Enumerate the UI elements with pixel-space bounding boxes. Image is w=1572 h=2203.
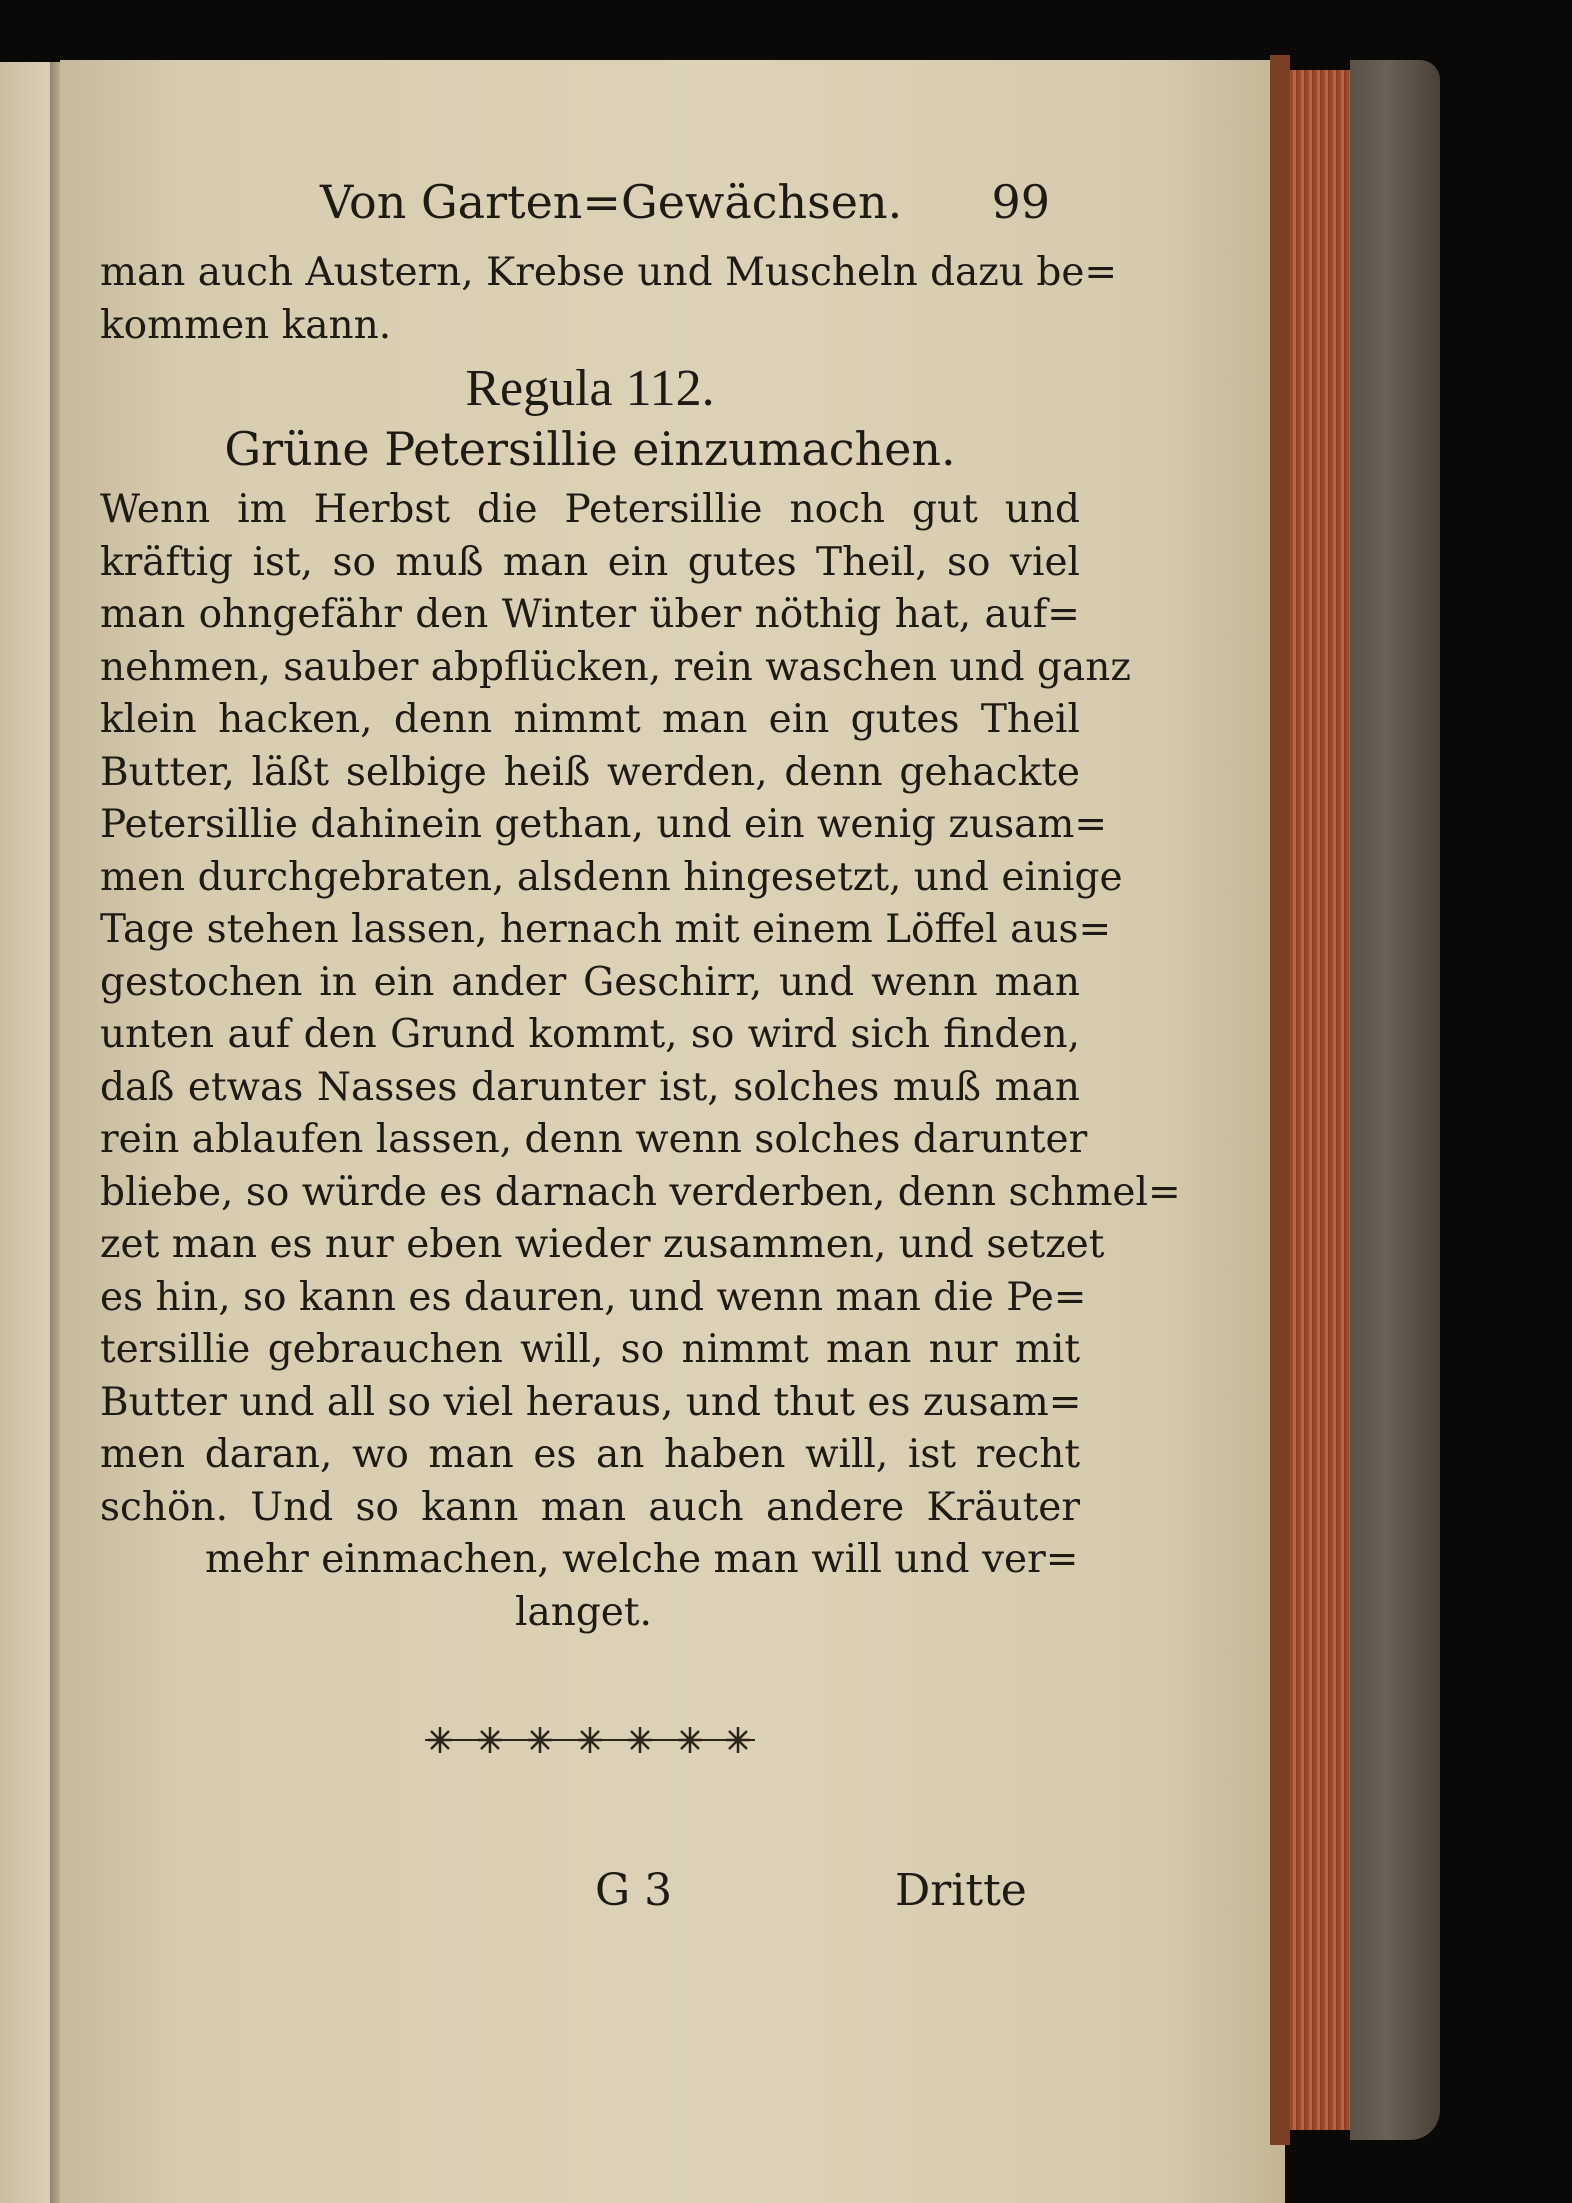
paragraph-line: men durchgebraten, alsdenn hingesetzt, und einige: [100, 854, 1123, 900]
signature-mark: G 3: [595, 1865, 673, 1916]
paragraph-line: man ohngefähr den Winter über nöthig hat, auf=: [100, 592, 1080, 637]
left-page-edge: [0, 62, 50, 2203]
paragraph-line: kräftig ist, so muß man ein gutes Theil, so viel: [100, 539, 1080, 585]
paragraph-line: men daran, wo man es an haben will, ist recht: [100, 1432, 1080, 1477]
paragraph-line: Butter, läßt selbige heiß werden, denn gehackte: [100, 749, 1080, 795]
paragraph-line: schön. Und so kann man auch andere Kräuter: [100, 1484, 1080, 1530]
paragraph-line: tersillie gebrauchen will, so nimmt man nur mit: [100, 1327, 1080, 1372]
running-title: Von Garten=Gewächsen.: [320, 175, 903, 229]
paragraph-line: Wenn im Herbst die Petersillie noch gut und: [100, 487, 1080, 532]
book-gutter: [50, 62, 60, 2203]
section-number: Regula 112.: [465, 360, 715, 417]
section-title: Grüne Petersillie einzumachen.: [224, 422, 956, 476]
running-head: [100, 175, 1080, 229]
paragraph-line: daß etwas Nasses darunter ist, solches muß man: [100, 1064, 1080, 1110]
red-page-edges: [1290, 70, 1350, 2130]
carryover-line: kommen kann.: [100, 302, 392, 348]
catchword: Dritte: [895, 1865, 1027, 1916]
text-block: [100, 175, 1181, 1639]
paragraph-line: unten auf den Grund kommt, so wird sich finden,: [100, 1012, 1080, 1057]
closing-line: mehr einmachen, welche man will und ver=: [205, 1537, 1079, 1582]
closing-line: langet.: [515, 1589, 652, 1635]
paragraph-line: bliebe, so würde es darnach verderben, denn schmel=: [100, 1169, 1181, 1215]
carryover-line: man auch Austern, Krebse und Muscheln dazu be=: [100, 250, 1118, 295]
page-number: 99: [991, 175, 1050, 229]
page-block-edge: [1270, 55, 1290, 2145]
paragraph-line: klein hacken, denn nimmt man ein gutes Theil: [100, 697, 1080, 742]
paragraph-line: rein ablaufen lassen, denn wenn solches darunter: [100, 1117, 1088, 1162]
paragraph-line: Butter und all so viel heraus, und thut es zusam=: [100, 1379, 1082, 1425]
paragraph-line: nehmen, sauber abpflücken, rein waschen und ganz: [100, 644, 1131, 690]
paragraph-line: gestochen in ein ander Geschirr, und wenn man: [100, 959, 1080, 1005]
paragraph-line: Tage stehen lassen, hernach mit einem Löffel aus=: [100, 907, 1112, 952]
book-cover: [1350, 60, 1440, 2140]
ornament-rule: [420, 1715, 760, 1765]
paragraph-line: es hin, so kann es dauren, und wenn man die Pe=: [100, 1274, 1087, 1320]
paragraph-line: zet man es nur eben wieder zusammen, und setzet: [100, 1222, 1105, 1267]
paragraph-line: Petersillie dahinein gethan, und ein wenig zusam=: [100, 802, 1108, 847]
